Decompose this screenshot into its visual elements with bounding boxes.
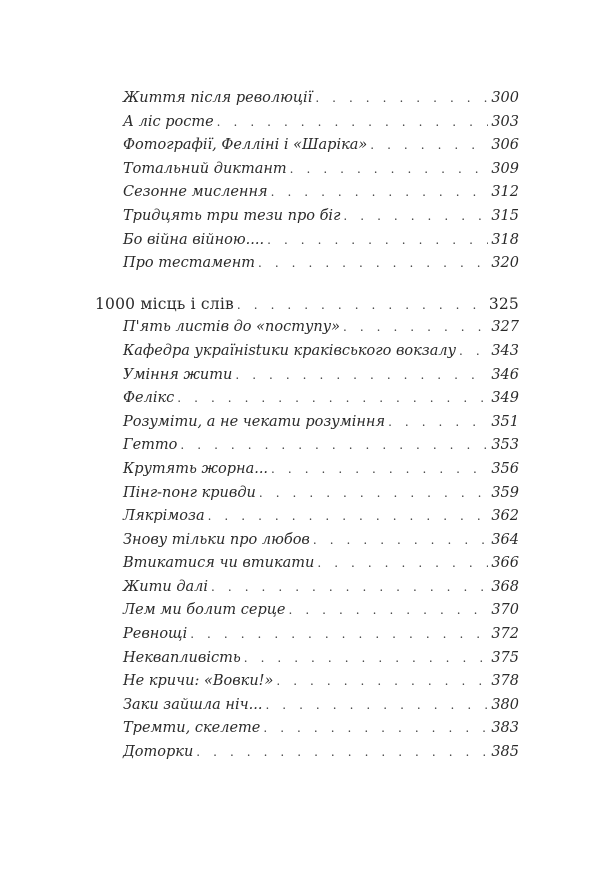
toc-entry-page: 309 (491, 160, 519, 177)
dot-leader (317, 552, 488, 576)
toc-entry-page: 303 (491, 113, 519, 130)
dot-leader (196, 741, 488, 765)
toc-entry[interactable] (95, 647, 519, 671)
toc-entry-title: Крутять жорна... (123, 460, 269, 477)
toc-entry[interactable] (95, 670, 519, 694)
toc-entry[interactable] (95, 229, 519, 253)
toc-entry-page: 315 (491, 207, 519, 224)
toc-entry-page: 368 (491, 578, 519, 595)
toc-entry-title: Бо війна війною.... (123, 231, 265, 248)
dot-leader (276, 670, 488, 694)
toc-entry[interactable] (95, 87, 519, 111)
toc-entry-title: Жити далі (123, 578, 209, 595)
table-of-contents (95, 87, 519, 765)
toc-entry-title: Гетто (123, 437, 178, 454)
toc-entry[interactable] (95, 623, 519, 647)
toc-entry-page: 359 (491, 484, 519, 501)
toc-entry[interactable] (95, 134, 519, 158)
toc-entry[interactable] (95, 458, 519, 482)
toc-entry-page: 362 (491, 508, 519, 525)
toc-entry-title: Фелікс (123, 390, 175, 407)
toc-entry-title: Заки зайшла ніч... (123, 696, 263, 713)
dot-leader (290, 158, 489, 182)
dot-leader (258, 252, 488, 276)
dot-leader (263, 717, 488, 741)
toc-entry-title: Ревнощі (123, 626, 188, 643)
toc-entry[interactable] (95, 252, 519, 276)
toc-entry[interactable] (95, 741, 519, 765)
toc-entry[interactable] (95, 111, 519, 135)
dot-leader (235, 364, 488, 388)
toc-entry-title: Лем ми болит серце (123, 602, 286, 619)
toc-entry[interactable] (95, 158, 519, 182)
toc-entry[interactable] (95, 529, 519, 553)
toc-entry-title: Тотальний диктант (123, 160, 287, 177)
dot-leader (177, 387, 488, 411)
toc-entry-page: 385 (491, 744, 519, 761)
toc-entry[interactable] (95, 717, 519, 741)
toc-entry-title: П'ять листів до «поступу» (123, 319, 340, 336)
dot-leader (244, 647, 489, 671)
toc-entry-title: Неквапливість (123, 649, 241, 666)
toc-entry-title: Кафедра українistики краківського вокзалу (123, 342, 456, 359)
toc-entry-page: 356 (491, 460, 519, 477)
toc-entry[interactable] (95, 411, 519, 435)
toc-entry-page: 343 (491, 342, 519, 359)
toc-entry[interactable] (95, 694, 519, 718)
toc-entry-title: А ліс росте (123, 113, 214, 130)
section-gap (95, 276, 519, 293)
toc-entry-page: 327 (491, 319, 519, 336)
toc-entry[interactable] (95, 552, 519, 576)
toc-entry-title: Уміння жити (123, 366, 233, 383)
toc-entry[interactable] (95, 387, 519, 411)
toc-entry[interactable] (95, 316, 519, 340)
dot-leader (343, 316, 488, 340)
toc-entry-title: Втикатися чи втикати (123, 555, 315, 572)
dot-leader (459, 340, 488, 364)
dot-leader (271, 181, 489, 205)
toc-entry-page: 366 (491, 555, 519, 572)
toc-entry[interactable] (95, 205, 519, 229)
dot-leader (190, 623, 488, 647)
toc-entry-page: 370 (491, 602, 519, 619)
toc-entry-page: 300 (491, 90, 519, 106)
dot-leader (313, 529, 488, 553)
toc-entry[interactable] (95, 576, 519, 600)
toc-entry[interactable] (95, 434, 519, 458)
dot-leader (315, 87, 488, 111)
toc-entry-page: 353 (491, 437, 519, 454)
dot-leader (288, 599, 488, 623)
toc-entry-page: 383 (491, 720, 519, 737)
dot-leader (271, 458, 488, 482)
dot-leader (237, 294, 486, 318)
dot-leader (265, 694, 488, 718)
toc-entry-page: 346 (491, 366, 519, 383)
section-title: 1000 місць і слів (95, 294, 234, 313)
toc-entry-page: 306 (491, 137, 519, 154)
dot-leader (217, 111, 489, 135)
toc-entry-title: Лякрімоза (123, 508, 205, 525)
dot-leader (343, 205, 488, 229)
toc-entry-page: 375 (491, 649, 519, 666)
toc-entry-title: Тремти, скелете (123, 720, 261, 737)
toc-entry-title: Про тестамент (123, 255, 256, 272)
toc-entry-page: 312 (491, 184, 519, 201)
toc-entry[interactable] (95, 505, 519, 529)
toc-entry-title: Не кричи: «Вовки!» (123, 673, 274, 690)
toc-entry-title: Доторки (123, 744, 194, 761)
toc-entry[interactable] (95, 364, 519, 388)
dot-leader (259, 482, 488, 506)
toc-entry-page: 372 (491, 626, 519, 643)
toc-entry-title: Пінг-понг кривди (123, 484, 256, 501)
dot-leader (211, 576, 488, 600)
toc-entry-title: Фотографії, Фелліні і «Шаріка» (123, 137, 368, 154)
toc-entry-title: Життя після революції (123, 90, 313, 106)
toc-entry-page: 380 (491, 696, 519, 713)
dot-leader (208, 505, 489, 529)
section-page: 325 (488, 294, 519, 313)
toc-entry-title: Знову тільки про любов (123, 531, 310, 548)
toc-entry-page: 351 (491, 413, 519, 430)
toc-entry[interactable] (95, 482, 519, 506)
dot-leader (267, 229, 488, 253)
dot-leader (388, 411, 488, 435)
toc-entry[interactable] (95, 181, 519, 205)
toc-entry-title: Сезонне мислення (123, 184, 268, 201)
dot-leader (180, 434, 488, 458)
toc-entry[interactable] (95, 340, 519, 364)
dot-leader (370, 134, 488, 158)
toc-entry[interactable] (95, 599, 519, 623)
toc-entry-page: 364 (491, 531, 519, 548)
toc-entry-title: Тридцять три тези про біг (123, 207, 341, 224)
toc-entry-page: 349 (491, 390, 519, 407)
toc-entry-page: 378 (491, 673, 519, 690)
toc-entry-page: 318 (491, 231, 519, 248)
toc-entry-title: Розуміти, а не чекати розуміння (123, 413, 386, 430)
toc-section-heading[interactable] (95, 293, 519, 317)
toc-entry-page: 320 (491, 255, 519, 272)
